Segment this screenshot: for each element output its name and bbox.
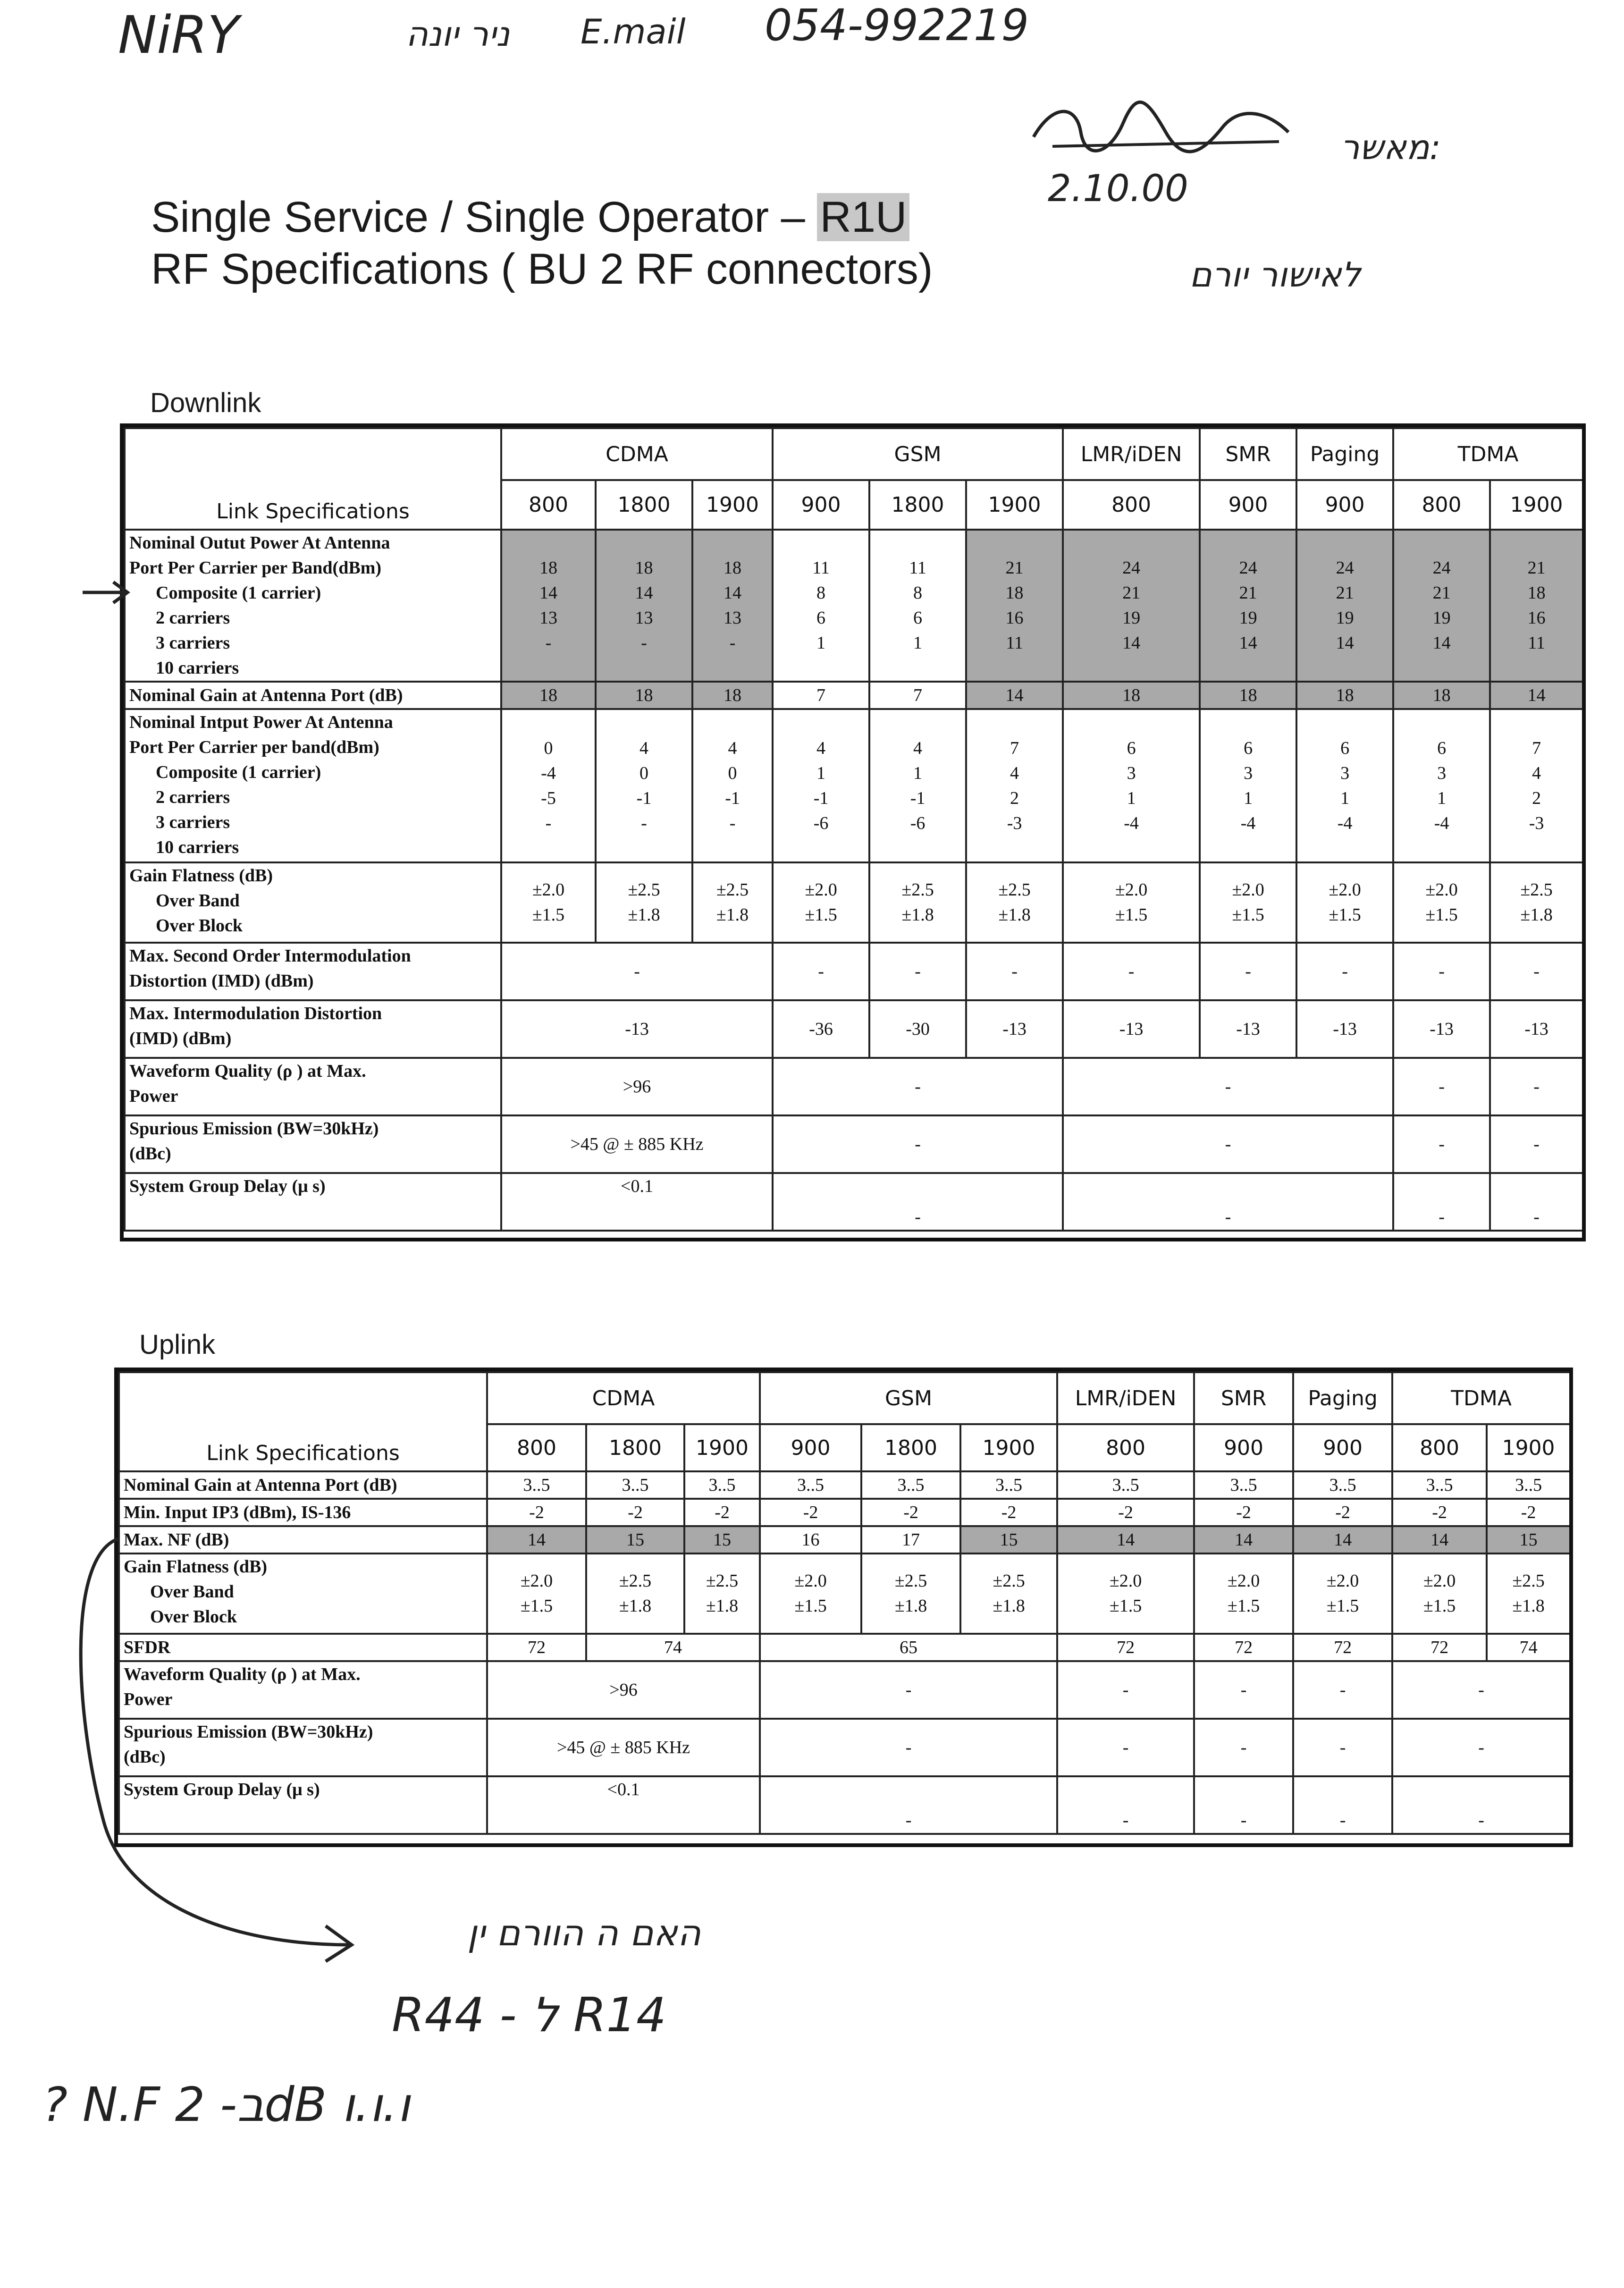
table-cell: -: [773, 943, 869, 1000]
uplink-band: 1800: [861, 1424, 960, 1471]
table-cell: ±2.0 ±1.5: [1057, 1553, 1194, 1634]
table-cell: 3..5: [861, 1471, 960, 1499]
table-cell: -: [1293, 1719, 1392, 1776]
table-cell: -2: [1194, 1499, 1293, 1526]
row-label: Nominal Gain at Antenna Port (dB): [125, 682, 501, 709]
table-cell: ±2.5 ±1.8: [586, 1553, 684, 1634]
uplink-group-cdma: CDMA: [487, 1372, 760, 1424]
page-title: [151, 191, 933, 295]
table-cell: -: [1490, 1058, 1583, 1115]
title-highlight: R1U: [817, 193, 909, 241]
uplink-band: 1900: [684, 1424, 760, 1471]
table-cell: ±2.0 ±1.5: [1293, 1553, 1392, 1634]
row-label: System Group Delay (μ s): [119, 1776, 487, 1834]
handwritten-name: NiRY: [118, 5, 239, 65]
uplink-label: Uplink: [139, 1329, 216, 1360]
table-cell: >96: [487, 1661, 760, 1719]
table-cell: -: [1393, 1115, 1490, 1173]
table-cell: ±2.0 ±1.5: [760, 1553, 861, 1634]
table-cell: 24 21 19 14: [1393, 530, 1490, 682]
table-cell: ±2.5 ±1.8: [869, 862, 966, 943]
table-cell: -: [1194, 1719, 1293, 1776]
table-cell: 24 21 19 14: [1063, 530, 1200, 682]
row-label: Spurious Emission (BW=30kHz) (dBc): [119, 1719, 487, 1776]
table-cell: 18 14 13 -: [596, 530, 692, 682]
table-cell: -13: [1063, 1000, 1200, 1058]
table-cell: <0.1: [487, 1776, 760, 1834]
uplink-band: 900: [1194, 1424, 1293, 1471]
downlink-group-gsm: GSM: [773, 428, 1063, 480]
table-cell: -2: [1293, 1499, 1392, 1526]
table-cell: 3..5: [960, 1471, 1057, 1499]
handwritten-approval-label: לאישור יורם: [1189, 255, 1361, 295]
table-cell: 14: [1293, 1526, 1392, 1553]
table-cell: 3..5: [760, 1471, 861, 1499]
table-cell: -: [1194, 1661, 1293, 1719]
table-cell: 24 21 19 14: [1296, 530, 1393, 682]
table-cell: ±2.0 ±1.5: [1200, 862, 1296, 943]
downlink-group-tdma: TDMA: [1393, 428, 1583, 480]
table-cell: 0 -4 -5 -: [501, 709, 596, 862]
downlink-band: 1800: [596, 480, 692, 530]
table-cell: 6 3 1 -4: [1200, 709, 1296, 862]
row-label: Nominal Intput Power At Antenna Port Per Carrier per band(dBm) Composite (1 carrier) 2 carriers 3 carriers 10 carriers: [125, 709, 501, 862]
table-cell: 14: [1490, 682, 1583, 709]
uplink-band: 900: [760, 1424, 861, 1471]
table-cell: 11 8 6 1: [869, 530, 966, 682]
row-label: System Group Delay (μ s): [125, 1173, 501, 1231]
table-cell: 18: [692, 682, 773, 709]
table-cell: >45 @ ± 885 KHz: [487, 1719, 760, 1776]
downlink-band: 1900: [1490, 480, 1583, 530]
uplink-group-paging: Paging: [1293, 1372, 1392, 1424]
table-cell: -2: [586, 1499, 684, 1526]
table-cell: 3..5: [1057, 1471, 1194, 1499]
table-cell: -30: [869, 1000, 966, 1058]
row-label: Max. NF (dB): [119, 1526, 487, 1553]
table-cell: 14: [966, 682, 1063, 709]
uplink-group-gsm: GSM: [760, 1372, 1057, 1424]
table-cell: 18: [501, 682, 596, 709]
table-cell: ±2.5 ±1.8: [1487, 1553, 1570, 1634]
table-cell: -2: [487, 1499, 586, 1526]
table-cell: -: [1393, 1058, 1490, 1115]
table-cell: 17: [861, 1526, 960, 1553]
uplink-header-title: Link Specifications: [119, 1372, 487, 1471]
table-cell: 3..5: [586, 1471, 684, 1499]
uplink-band: 900: [1293, 1424, 1392, 1471]
table-cell: -2: [760, 1499, 861, 1526]
table-cell: -: [501, 943, 773, 1000]
table-cell: 6 3 1 -4: [1393, 709, 1490, 862]
table-cell: 18: [1063, 682, 1200, 709]
table-cell: -2: [960, 1499, 1057, 1526]
table-cell: -: [1063, 943, 1200, 1000]
handwritten-approver-label: מאשר:: [1340, 127, 1441, 167]
downlink-group-paging: Paging: [1296, 428, 1393, 480]
table-cell: -: [1063, 1058, 1393, 1115]
table-cell: >45 @ ± 885 KHz: [501, 1115, 773, 1173]
table-cell: -: [1200, 943, 1296, 1000]
handwritten-note-line2: R44 - ל R14: [392, 1987, 666, 2043]
row-label: Nominal Gain at Antenna Port (dB): [119, 1471, 487, 1499]
table-cell: 14: [1057, 1526, 1194, 1553]
table-cell: -: [1057, 1719, 1194, 1776]
handwritten-note-line1: האם ה הוורם ין: [467, 1912, 701, 1954]
row-label: Max. Intermodulation Distortion (IMD) (dBm): [125, 1000, 501, 1058]
table-cell: 4 1 -1 -6: [869, 709, 966, 862]
uplink-group-smr: SMR: [1194, 1372, 1293, 1424]
table-cell: ±2.0 ±1.5: [1063, 862, 1200, 943]
handwritten-note-line3: ? N.F ב- 2dB ו.ו.ו: [42, 2077, 411, 2132]
table-cell: 15: [960, 1526, 1057, 1553]
table-cell: -2: [1487, 1499, 1570, 1526]
table-cell: 21 18 16 11: [1490, 530, 1583, 682]
table-cell: ±2.0 ±1.5: [1393, 862, 1490, 943]
downlink-label: Downlink: [150, 388, 261, 418]
table-cell: -: [1392, 1661, 1570, 1719]
uplink-band: 1900: [1487, 1424, 1570, 1471]
table-cell: 18 14 13 -: [501, 530, 596, 682]
table-cell: >96: [501, 1058, 773, 1115]
table-cell: -: [1490, 1173, 1583, 1231]
table-cell: ±2.5 ±1.8: [966, 862, 1063, 943]
table-cell: 18: [1393, 682, 1490, 709]
table-cell: 18: [1200, 682, 1296, 709]
table-cell: ±2.5 ±1.8: [596, 862, 692, 943]
handwritten-phone: 054-992219: [765, 0, 1029, 51]
table-cell: -: [1393, 1173, 1490, 1231]
uplink-band: 800: [1392, 1424, 1487, 1471]
table-cell: -: [760, 1719, 1057, 1776]
table-cell: ±2.0 ±1.5: [1392, 1553, 1487, 1634]
table-cell: 72: [1392, 1634, 1487, 1661]
table-cell: -: [1490, 943, 1583, 1000]
table-cell: -: [760, 1776, 1057, 1834]
table-cell: -: [1392, 1776, 1570, 1834]
table-cell: -13: [1490, 1000, 1583, 1058]
table-cell: 6 3 1 -4: [1063, 709, 1200, 862]
table-cell: -13: [966, 1000, 1063, 1058]
table-cell: -13: [1393, 1000, 1490, 1058]
table-cell: -: [1293, 1661, 1392, 1719]
table-cell: 3..5: [1392, 1471, 1487, 1499]
downlink-header-title: Link Specifications: [125, 428, 501, 530]
table-cell: -2: [1392, 1499, 1487, 1526]
handwritten-hebrew-name: ניר יונה: [406, 14, 510, 54]
table-cell: 21 18 16 11: [966, 530, 1063, 682]
row-label: Waveform Quality (ρ ) at Max. Power: [125, 1058, 501, 1115]
uplink-band: 1900: [960, 1424, 1057, 1471]
downlink-band: 900: [1296, 480, 1393, 530]
table-cell: ±2.0 ±1.5: [773, 862, 869, 943]
downlink-table-frame: [120, 423, 1586, 1241]
row-label: Gain Flatness (dB) Over Band Over Block: [119, 1553, 487, 1634]
downlink-band: 1800: [869, 480, 966, 530]
table-cell: -13: [1200, 1000, 1296, 1058]
uplink-group-lmr: LMR/iDEN: [1057, 1372, 1194, 1424]
table-cell: 72: [1057, 1634, 1194, 1661]
table-cell: 14: [1392, 1526, 1487, 1553]
table-cell: -: [966, 943, 1063, 1000]
table-cell: -: [1393, 943, 1490, 1000]
downlink-band: 900: [773, 480, 869, 530]
table-cell: 4 0 -1 -: [692, 709, 773, 862]
table-cell: 3..5: [684, 1471, 760, 1499]
table-cell: 72: [487, 1634, 586, 1661]
table-cell: 15: [586, 1526, 684, 1553]
table-cell: 14: [487, 1526, 586, 1553]
table-cell: -: [1296, 943, 1393, 1000]
table-cell: 3..5: [487, 1471, 586, 1499]
table-cell: -: [760, 1661, 1057, 1719]
table-cell: ±2.0 ±1.5: [1194, 1553, 1293, 1634]
table-cell: ±2.5 ±1.8: [692, 862, 773, 943]
table-cell: 7: [869, 682, 966, 709]
table-cell: -: [1063, 1115, 1393, 1173]
table-cell: -: [1057, 1776, 1194, 1834]
table-cell: 15: [1487, 1526, 1570, 1553]
table-cell: 65: [760, 1634, 1057, 1661]
table-cell: 24 21 19 14: [1200, 530, 1296, 682]
table-cell: -: [1490, 1115, 1583, 1173]
downlink-band: 800: [1063, 480, 1200, 530]
table-cell: ±2.5 ±1.8: [1490, 862, 1583, 943]
row-label: Spurious Emission (BW=30kHz) (dBc): [125, 1115, 501, 1173]
table-cell: 4 1 -1 -6: [773, 709, 869, 862]
table-cell: -: [773, 1115, 1063, 1173]
table-cell: 3..5: [1293, 1471, 1392, 1499]
table-cell: -: [1392, 1719, 1570, 1776]
table-cell: -: [1063, 1173, 1393, 1231]
table-cell: -2: [1057, 1499, 1194, 1526]
uplink-band: 800: [1057, 1424, 1194, 1471]
table-cell: 11 8 6 1: [773, 530, 869, 682]
table-cell: 15: [684, 1526, 760, 1553]
table-cell: 18: [1296, 682, 1393, 709]
table-cell: -13: [501, 1000, 773, 1058]
table-cell: 3..5: [1487, 1471, 1570, 1499]
table-cell: 74: [586, 1634, 760, 1661]
curved-arrow-icon: [47, 1529, 368, 1964]
arrow-mark-icon: [80, 578, 132, 607]
signature: [1024, 94, 1298, 160]
table-cell: ±2.0 ±1.5: [487, 1553, 586, 1634]
row-label: Nominal Outut Power At Antenna Port Per Carrier per Band(dBm) Composite (1 carrier) 2 carriers 3 carriers 10 carriers: [125, 530, 501, 682]
table-cell: -2: [684, 1499, 760, 1526]
table-cell: 74: [1487, 1634, 1570, 1661]
row-label: Gain Flatness (dB) Over Band Over Block: [125, 862, 501, 943]
table-cell: -: [1194, 1776, 1293, 1834]
table-cell: 16: [760, 1526, 861, 1553]
table-cell: -: [773, 1058, 1063, 1115]
table-cell: ±2.0 ±1.5: [1296, 862, 1393, 943]
downlink-band: 1900: [692, 480, 773, 530]
downlink-group-smr: SMR: [1200, 428, 1296, 480]
downlink-group-cdma: CDMA: [501, 428, 773, 480]
table-cell: 4 0 -1 -: [596, 709, 692, 862]
table-cell: -36: [773, 1000, 869, 1058]
table-cell: 72: [1293, 1634, 1392, 1661]
table-cell: -: [773, 1173, 1063, 1231]
title-line1: Single Service / Single Operator – R1U: [151, 191, 933, 243]
handwritten-approver-date: 2.10.00: [1048, 168, 1188, 210]
table-cell: 7: [773, 682, 869, 709]
table-cell: 18: [596, 682, 692, 709]
table-cell: 6 3 1 -4: [1296, 709, 1393, 862]
row-label: Min. Input IP3 (dBm), IS-136: [119, 1499, 487, 1526]
table-cell: 3..5: [1194, 1471, 1293, 1499]
table-cell: <0.1: [501, 1173, 773, 1231]
title-line2: RF Specifications ( BU 2 RF connectors): [151, 245, 933, 293]
table-cell: ±2.0 ±1.5: [501, 862, 596, 943]
table-cell: 7 4 2 -3: [966, 709, 1063, 862]
uplink-group-tdma: TDMA: [1392, 1372, 1570, 1424]
uplink-band: 800: [487, 1424, 586, 1471]
table-cell: -: [1293, 1776, 1392, 1834]
table-cell: 14: [1194, 1526, 1293, 1553]
table-cell: ±2.5 ±1.8: [861, 1553, 960, 1634]
downlink-group-lmr: LMR/iDEN: [1063, 428, 1200, 480]
row-label: Waveform Quality (ρ ) at Max. Power: [119, 1661, 487, 1719]
row-label: Max. Second Order Intermodulation Distortion (IMD) (dBm): [125, 943, 501, 1000]
table-cell: 18 14 13 -: [692, 530, 773, 682]
table-cell: 7 4 2 -3: [1490, 709, 1583, 862]
table-cell: ±2.5 ±1.8: [684, 1553, 760, 1634]
table-cell: 72: [1194, 1634, 1293, 1661]
handwritten-email-label: E.mail: [581, 12, 686, 51]
uplink-band: 1800: [586, 1424, 684, 1471]
table-cell: -: [869, 943, 966, 1000]
downlink-band: 800: [501, 480, 596, 530]
table-cell: -13: [1296, 1000, 1393, 1058]
table-cell: ±2.5 ±1.8: [960, 1553, 1057, 1634]
row-label: SFDR: [119, 1634, 487, 1661]
downlink-band: 800: [1393, 480, 1490, 530]
downlink-band: 1900: [966, 480, 1063, 530]
downlink-band: 900: [1200, 480, 1296, 530]
table-cell: -: [1057, 1661, 1194, 1719]
table-cell: -2: [861, 1499, 960, 1526]
